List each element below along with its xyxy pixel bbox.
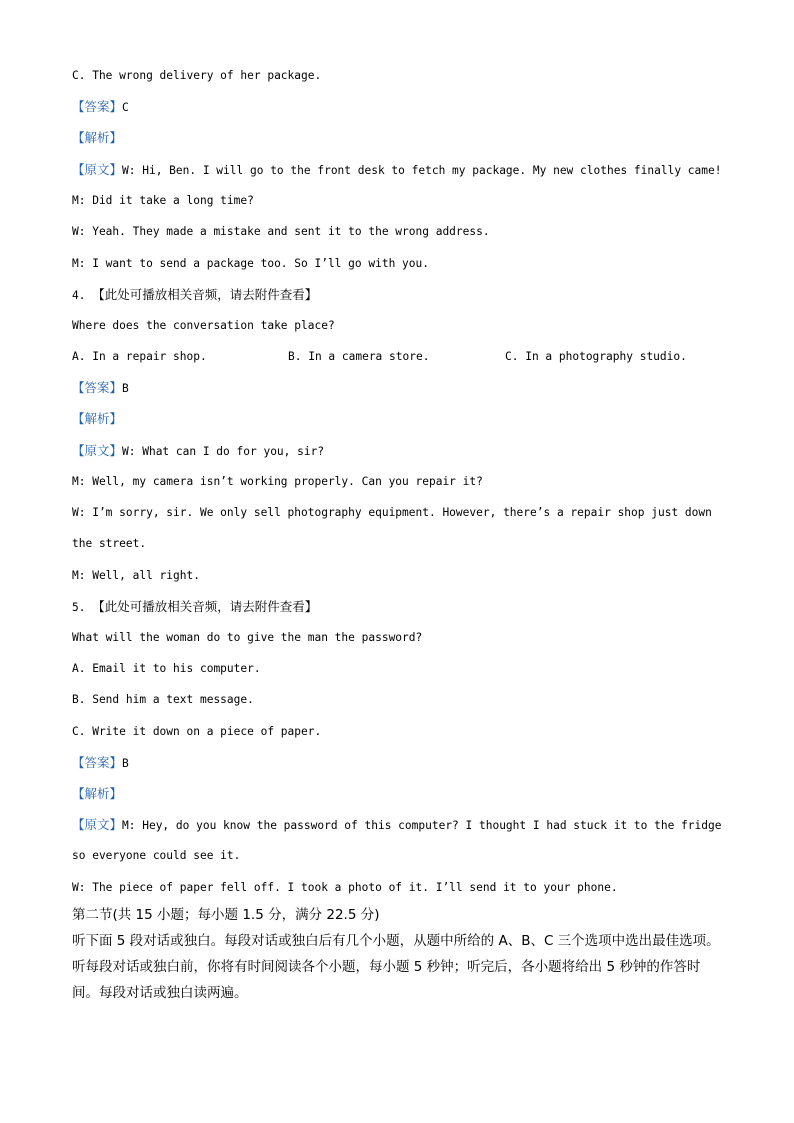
q5-analysis-line: [72, 786, 122, 803]
q5-option-b: B. Send him a text message.: [72, 693, 254, 706]
q4-transcript-line-4: the street.: [72, 537, 147, 550]
analysis-tag: 【解析】: [72, 411, 123, 426]
q4-question: Where does the conversation take place?: [72, 319, 335, 332]
q4-option-a: A. In a repair shop.: [72, 350, 207, 363]
q4-transcript-line-5: M: Well, all right.: [72, 569, 200, 582]
q5-question: What will the woman do to give the man the password?: [72, 631, 423, 644]
q3-transcript-line-3: W: Yeah. They made a mistake and sent it to the wrong address.: [72, 225, 490, 238]
q5-answer: B: [122, 757, 129, 770]
q4-analysis-line: [72, 411, 122, 428]
q3-answer: C: [122, 101, 129, 114]
q4-transcript-line-2: M: Well, my camera isn’t working properly. Can you repair it?: [72, 475, 483, 488]
section2-instruction-1: 听下面 5 段对话或独白。每段对话或独白后有几个小题，从题中所给的 A、B、C 三个选项中选出最佳选项。: [72, 933, 720, 949]
q5-transcript-line-2: so everyone could see it.: [72, 849, 241, 862]
analysis-tag: 【解析】: [72, 786, 123, 801]
transcript-tag: 【原文】: [72, 817, 123, 832]
q5-transcript-line-3: W: The piece of paper fell off. I took a photo of it. I’ll send it to your phone.: [72, 881, 618, 894]
q4-transcript-line-1: [72, 443, 324, 460]
q5-answer-line: [72, 755, 129, 772]
transcript-text: M: Hey, do you know the password of this computer? I thought I had stuck it to the fridge: [122, 819, 722, 832]
q4-answer-line: [72, 380, 129, 397]
q4-answer: B: [122, 382, 129, 395]
section2-instruction-3: 间。每段对话或独白读两遍。: [72, 985, 248, 1001]
answer-tag: 【答案】: [72, 755, 123, 770]
analysis-tag: 【解析】: [72, 130, 123, 145]
q3-analysis-line: [72, 130, 122, 147]
answer-tag: 【答案】: [72, 380, 123, 395]
q4-transcript-line-3: W: I’m sorry, sir. We only sell photography equipment. However, there’s a repair shop just down: [72, 506, 712, 519]
answer-tag: 【答案】: [72, 99, 123, 114]
q5-option-c: C. Write it down on a piece of paper.: [72, 725, 322, 738]
q5-transcript-line-1: [72, 817, 721, 834]
q4-heading: [72, 287, 317, 304]
q5-number: 5.: [72, 601, 93, 614]
q5-audio-note: 【此处可播放相关音频，请去附件查看】: [92, 599, 318, 614]
q5-option-a: A. Email it to his computer.: [72, 662, 261, 675]
q3-option-c: C. The wrong delivery of her package.: [72, 69, 322, 82]
transcript-text: W: Hi, Ben. I will go to the front desk to fetch my package. My new clothes finally came!: [122, 164, 722, 177]
q3-transcript-line-2: M: Did it take a long time?: [72, 194, 254, 207]
q3-transcript-line-1: [72, 162, 721, 179]
q5-heading: [72, 599, 317, 616]
section2-heading: 第二节(共 15 小题；每小题 1.5 分，满分 22.5 分): [72, 907, 380, 923]
q3-answer-line: [72, 99, 129, 116]
q4-option-c: C. In a photography studio.: [505, 350, 687, 363]
q4-number: 4.: [72, 289, 93, 302]
transcript-tag: 【原文】: [72, 162, 123, 177]
q3-transcript-line-4: M: I want to send a package too. So I’ll go with you.: [72, 257, 429, 270]
transcript-text: W: What can I do for you, sir?: [122, 445, 325, 458]
section2-instruction-2: 听每段对话或独白前，你将有时间阅读各个小题，每小题 5 秒钟；听完后，各小题将给出 5 秒钟的作答时: [72, 959, 701, 975]
q4-audio-note: 【此处可播放相关音频，请去附件查看】: [92, 287, 318, 302]
q4-option-b: B. In a camera store.: [288, 350, 430, 363]
transcript-tag: 【原文】: [72, 443, 123, 458]
q4-options: [72, 349, 722, 365]
